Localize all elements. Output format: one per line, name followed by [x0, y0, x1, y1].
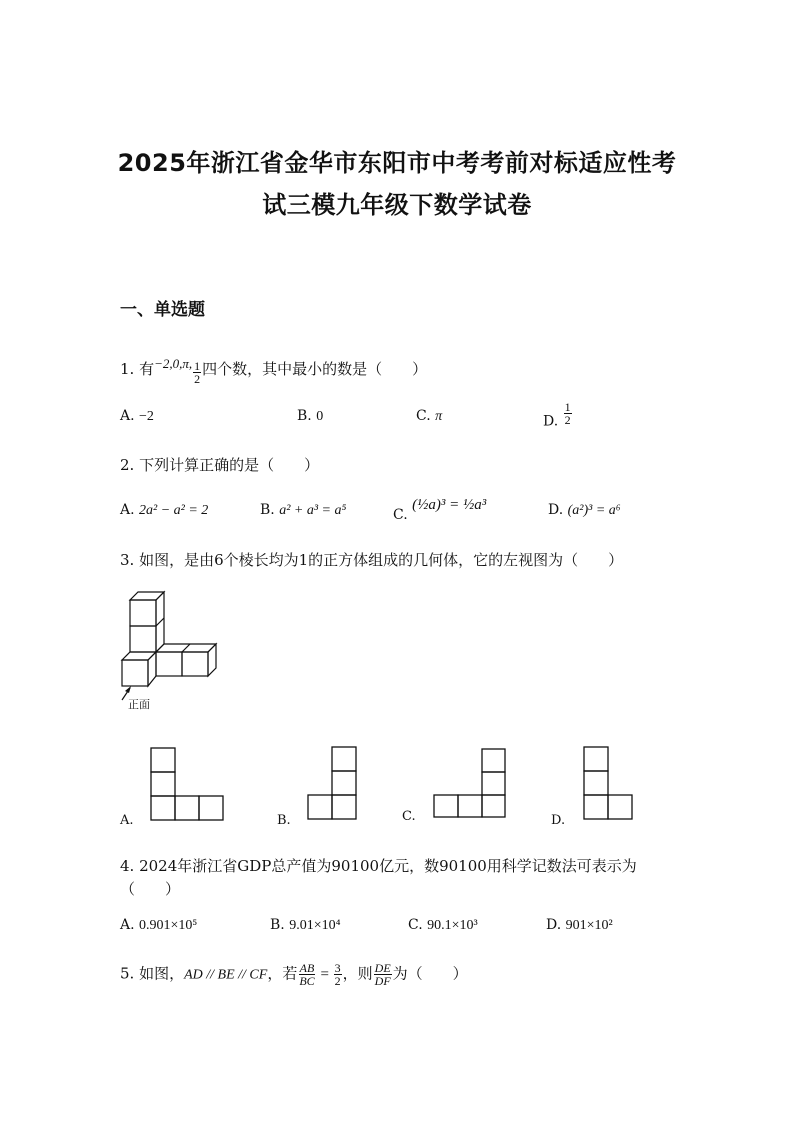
- q2-text: 下列计算正确的是（ ）: [139, 456, 320, 474]
- q3-option-a-figure[interactable]: [150, 747, 224, 821]
- q5-number: 5.: [120, 964, 135, 983]
- q3-option-b-label[interactable]: B.: [277, 813, 291, 828]
- q2-option-a-expr: 2a² − a² = 2: [139, 503, 209, 518]
- q1-pre: 有: [139, 360, 155, 378]
- cube-top: [122, 652, 156, 660]
- cube-side: [208, 644, 216, 676]
- question-5: 5. 如图，AD // BE // CF，若 $\frac{AB}{BC}$ = $\frac{3}{2}$ ，则 $\frac{DE}{DF}$ 为（ ）: [120, 961, 468, 988]
- q5-fraction-de-df: $\frac{DE}{DF}$: [374, 961, 391, 988]
- cube-edge: [182, 644, 190, 652]
- paper-title-line1: 2025年浙江省金华市东阳市中考考前对标适应性考: [117, 149, 677, 177]
- q4-option-b-value: 9.01×10⁴: [289, 918, 341, 933]
- question-3: [120, 549, 623, 570]
- q2-number: 2.: [120, 456, 135, 474]
- paper-title-line2: 试三模九年级下数学试卷: [262, 191, 532, 219]
- q2-option-b[interactable]: B. a² + a³ = a⁵: [260, 502, 347, 518]
- q1-option-b-value: 0: [316, 409, 324, 424]
- cube-edge: [156, 618, 164, 626]
- question-1: [120, 356, 427, 385]
- q2-option-d[interactable]: D. (a²)³ = a⁶: [548, 502, 621, 518]
- q3-option-c-label[interactable]: C.: [402, 809, 416, 824]
- q1-number-list: −2,0,π,: [154, 356, 193, 371]
- cube-face: [130, 626, 156, 652]
- q3-option-c-figure[interactable]: [433, 748, 507, 818]
- q4-option-c-value: 90.1×10³: [427, 918, 478, 933]
- q4-option-a-value: 0.901×10⁵: [139, 918, 198, 933]
- q3-text: 如图，是由6个棱长均为1的正方体组成的几何体，它的左视图为（ ）: [139, 551, 624, 569]
- q5-fraction-ab-bc: $\frac{AB}{BC}$: [299, 961, 315, 988]
- q1-fraction: $\frac{1}{2}$: [194, 359, 201, 386]
- q1-option-a[interactable]: A. −2: [120, 408, 154, 424]
- q2-option-c-expr: (½a)³ = ½a³: [412, 497, 487, 513]
- q4-option-b[interactable]: B. 9.01×10⁴: [270, 917, 341, 933]
- q5-pre: 如图，: [139, 964, 185, 983]
- q1-option-c[interactable]: C. π: [416, 408, 443, 424]
- q3-option-b-figure[interactable]: [307, 746, 357, 820]
- q1-option-d[interactable]: D. $\frac{1}{2}$: [543, 400, 571, 430]
- q1-option-a-value: −2: [139, 409, 154, 424]
- q2-option-c[interactable]: C. (½a)³ = ½a³: [393, 497, 487, 523]
- section-heading: 一、单选题: [120, 300, 205, 320]
- q2-option-d-expr: (a²)³ = a⁶: [567, 503, 621, 518]
- q2-option-a[interactable]: A. 2a² − a² = 2: [120, 502, 209, 518]
- question-4: [120, 855, 637, 876]
- q3-solid-figure: [112, 588, 232, 713]
- q3-number: 3.: [120, 551, 135, 569]
- q4-number: 4.: [120, 857, 135, 875]
- q1-post: 四个数，其中最小的数是（ ）: [202, 360, 428, 378]
- front-arrow-head: [125, 686, 131, 693]
- q3-option-d-label[interactable]: D.: [551, 813, 566, 828]
- cube-face: [130, 600, 156, 626]
- q4-option-d[interactable]: D. 901×10²: [546, 917, 613, 933]
- q4-option-a[interactable]: A. 0.901×10⁵: [120, 917, 198, 933]
- q4-option-d-value: 901×10²: [565, 918, 613, 933]
- cube-face: [156, 652, 182, 676]
- cube-face: [182, 652, 208, 676]
- q4-text: 2024年浙江省GDP总产值为90100亿元，数90100用科学记数法可表示为: [139, 857, 637, 875]
- q1-option-d-fraction: $\frac{1}{2}$: [564, 400, 571, 427]
- q3-option-d-figure[interactable]: [583, 746, 635, 820]
- q1-number: 1.: [120, 360, 135, 378]
- front-label: 正面: [128, 698, 150, 711]
- cube-face: [122, 660, 148, 686]
- q5-parallel-lines: AD // BE // CF: [184, 967, 268, 983]
- q4-text-line2: （ ）: [120, 880, 181, 898]
- q1-option-c-value: π: [435, 409, 443, 424]
- cube-top: [130, 592, 164, 600]
- q5-fraction-3-2: $\frac{3}{2}$: [334, 961, 341, 988]
- q3-option-a-label[interactable]: A.: [120, 813, 134, 828]
- q4-option-c[interactable]: C. 90.1×10³: [408, 917, 478, 933]
- cube-side: [148, 652, 156, 686]
- question-2: [120, 454, 319, 475]
- q2-option-b-expr: a² + a³ = a⁵: [279, 503, 347, 518]
- q1-option-b[interactable]: B. 0: [297, 408, 324, 424]
